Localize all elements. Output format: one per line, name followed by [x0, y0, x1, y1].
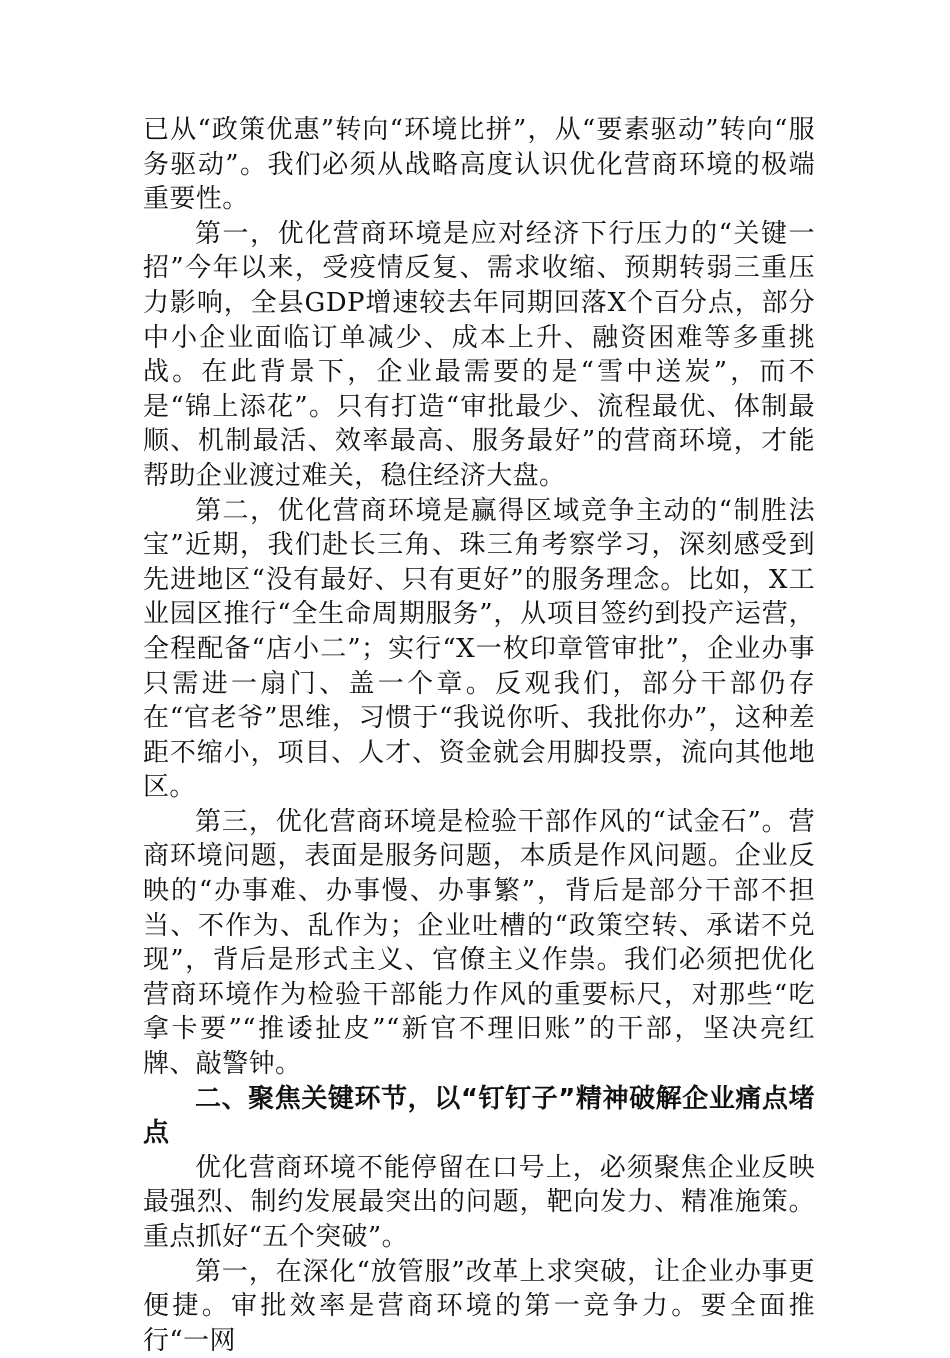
paragraph-section-intro: 优化营商环境不能停留在口号上，必须聚焦企业反映最强烈、制约发展最突出的问题，靶向发力、精准施策。重点抓好“五个突破”。	[143, 1152, 815, 1252]
paragraph-point-three: 第三，优化营商环境是检验干部作风的“试金石”。营商环境问题，表面是服务问题，本质是作风问题。企业反映的“办事难、办事慢、办事繁”，背后是部分干部不担当、不作为、乱作为；企业吐槽的“政策空转、承诺不兑现”，背后是形式主义、官僚主义作祟。我们必须把优化营商环境作为检验干部能力作风的重要标尺，对那些“吃拿卡要”“推诿扯皮”“新官不理旧账”的干部，坚决亮红牌、敲警钟。	[143, 806, 815, 1080]
paragraph-point-two: 第二，优化营商环境是赢得区域竞争主动的“制胜法宝”近期，我们赴长三角、珠三角考察学习，深刻感受到先进地区“没有最好、只有更好”的服务理念。比如，X工业园区推行“全生命周期服务”，从项目签约到投产运营，全程配备“店小二”；实行“X一枚印章管审批”，企业办事只需进一扇门、盖一个章。反观我们，部分干部仍存在“官老爷”思维，习惯于“我说你听、我批你办”，这种差距不缩小，项目、人才、资金就会用脚投票，流向其他地区。	[143, 495, 815, 803]
paragraph-point-one: 第一，优化营商环境是应对经济下行压力的“关键一招”今年以来，受疫情反复、需求收缩、预期转弱三重压力影响，全县GDP增速较去年同期回落X个百分点，部分中小企业面临订单减少、成本上升、融资困难等多重挑战。在此背景下，企业最需要的是“雪中送炭”，而不是“锦上添花”。只有打造“审批最少、流程最优、体制最顺、机制最活、效率最高、服务最好”的营商环境，才能帮助企业渡过难关，稳住经济大盘。	[143, 218, 815, 491]
document-page	[143, 113, 815, 1358]
section-heading: 二、聚焦关键环节，以“钉钉子”精神破解企业痛点堵点	[143, 1083, 815, 1149]
paragraph-continuation: 已从“政策优惠”转向“环境比拼”，从“要素驱动”转向“服务驱动”。我们必须从战略高度认识优化营商环境的极端重要性。	[143, 115, 815, 215]
paragraph-section-point-one: 第一，在深化“放管服”改革上求突破，让企业办事更便捷。审批效率是营商环境的第一竞争力。要全面推行“一网	[143, 1256, 815, 1356]
